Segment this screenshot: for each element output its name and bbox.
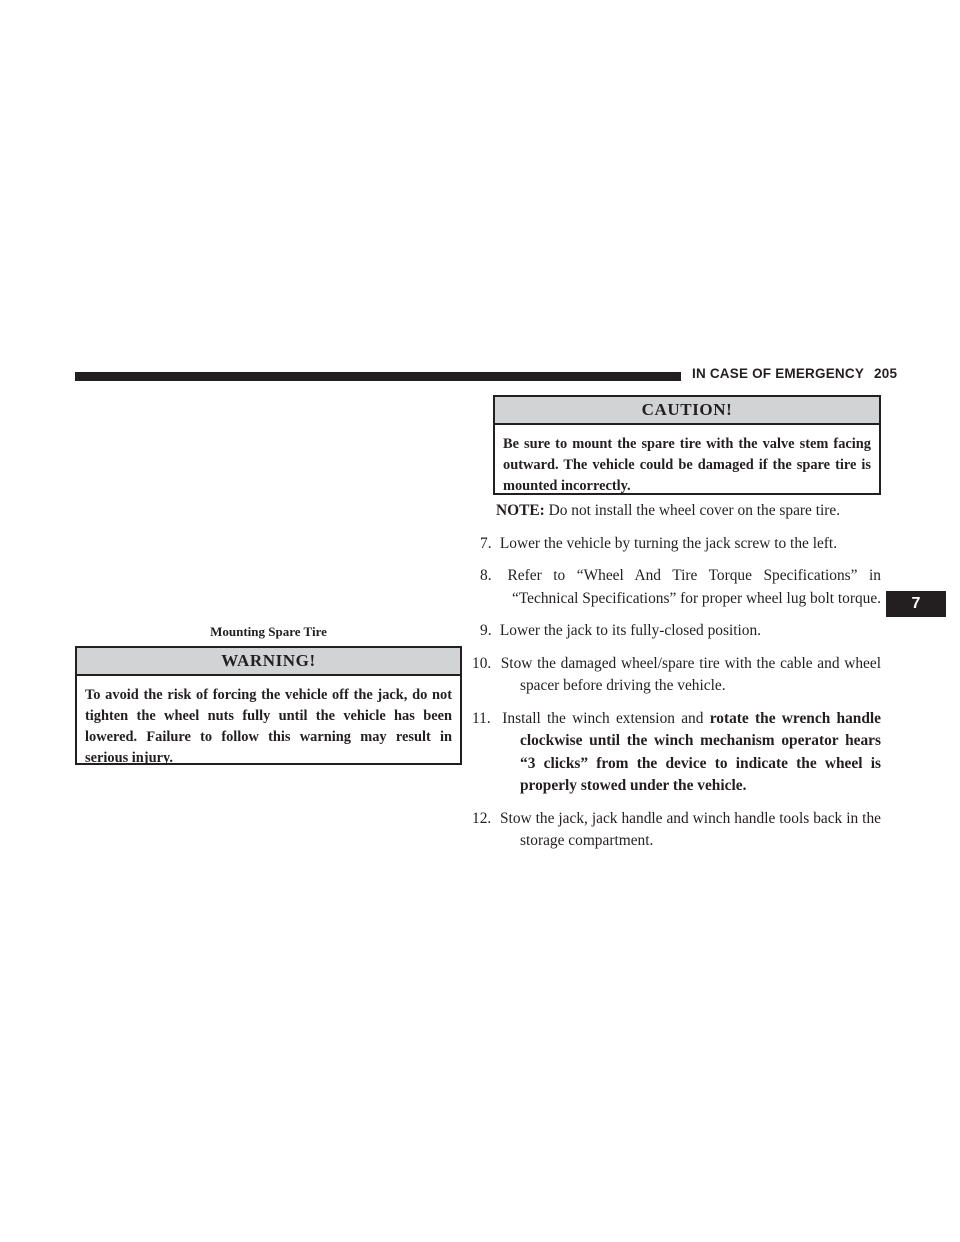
step-text: Lower the vehicle by turning the jack screw to the left.: [499, 534, 838, 552]
caution-title: CAUTION!: [495, 397, 879, 425]
step-7: 7. Lower the vehicle by turning the jack screw to the left.: [480, 534, 838, 552]
warning-text: To avoid the risk of forcing the vehicle off the jack, do not tighten the wheel nuts fully until the vehicle has been lowered. Failure to follow this warning may result in serious injury.: [85, 687, 452, 766]
warning-title: WARNING!: [77, 648, 460, 676]
step-text: Install the winch extension and: [502, 709, 704, 727]
step-text: Stow the jack, jack handle and winch handle tools back in the storage compartment.: [499, 809, 881, 849]
step-text: Refer to “Wheel And Tire Torque Specifications” in “Technical Specifications” for proper wheel lug bolt torque.: [507, 567, 882, 607]
caution-text: Be sure to mount the spare tire with the valve stem facing outward. The vehicle could be damaged if the spare tire is mounted incorrectly.: [503, 436, 871, 494]
running-header: [692, 366, 897, 381]
step-9: 9. Lower the jack to its fully-closed position.: [480, 622, 762, 639]
header-rule: [75, 372, 681, 381]
step-text: Lower the jack to its fully-closed position.: [499, 622, 762, 639]
warning-box: [75, 646, 462, 765]
note-text: Do not install the wheel cover on the spare tire.: [548, 502, 841, 519]
page-number: 205: [874, 366, 898, 381]
caution-box: [493, 395, 881, 495]
step-12: 12. Stow the jack, jack handle and winch handle tools back in the storage compartment.: [472, 809, 881, 849]
note-label: NOTE:: [496, 502, 545, 519]
figure-caption: Mounting Spare Tire: [210, 624, 327, 639]
chapter-tab: 7: [886, 591, 946, 617]
note: [496, 500, 881, 523]
instructions-column: [472, 500, 882, 863]
step-8: 8. Refer to “Wheel And Tire Torque Specifications” in “Technical Specifications” for proper wheel lug bolt torque.: [480, 567, 882, 607]
section-title: IN CASE OF EMERGENCY: [692, 366, 865, 381]
step-11: 11. Install the winch extension and rotate the wrench handle clockwise until the winch mechanism operator hears “3 clicks” from the device to indicate the wheel is properly stowed under the vehicle.: [472, 709, 882, 794]
step-emphasis: rotate the wrench handle clockwise until the winch mechanism operator hears “3 clicks” from the device to indicate the wheel is properly stowed under the vehicle.: [520, 709, 882, 794]
step-text: Stow the damaged wheel/spare tire with the cable and wheel spacer before driving the vehicle.: [500, 654, 881, 694]
step-10: 10. Stow the damaged wheel/spare tire with the cable and wheel spacer before driving the vehicle.: [472, 654, 881, 694]
